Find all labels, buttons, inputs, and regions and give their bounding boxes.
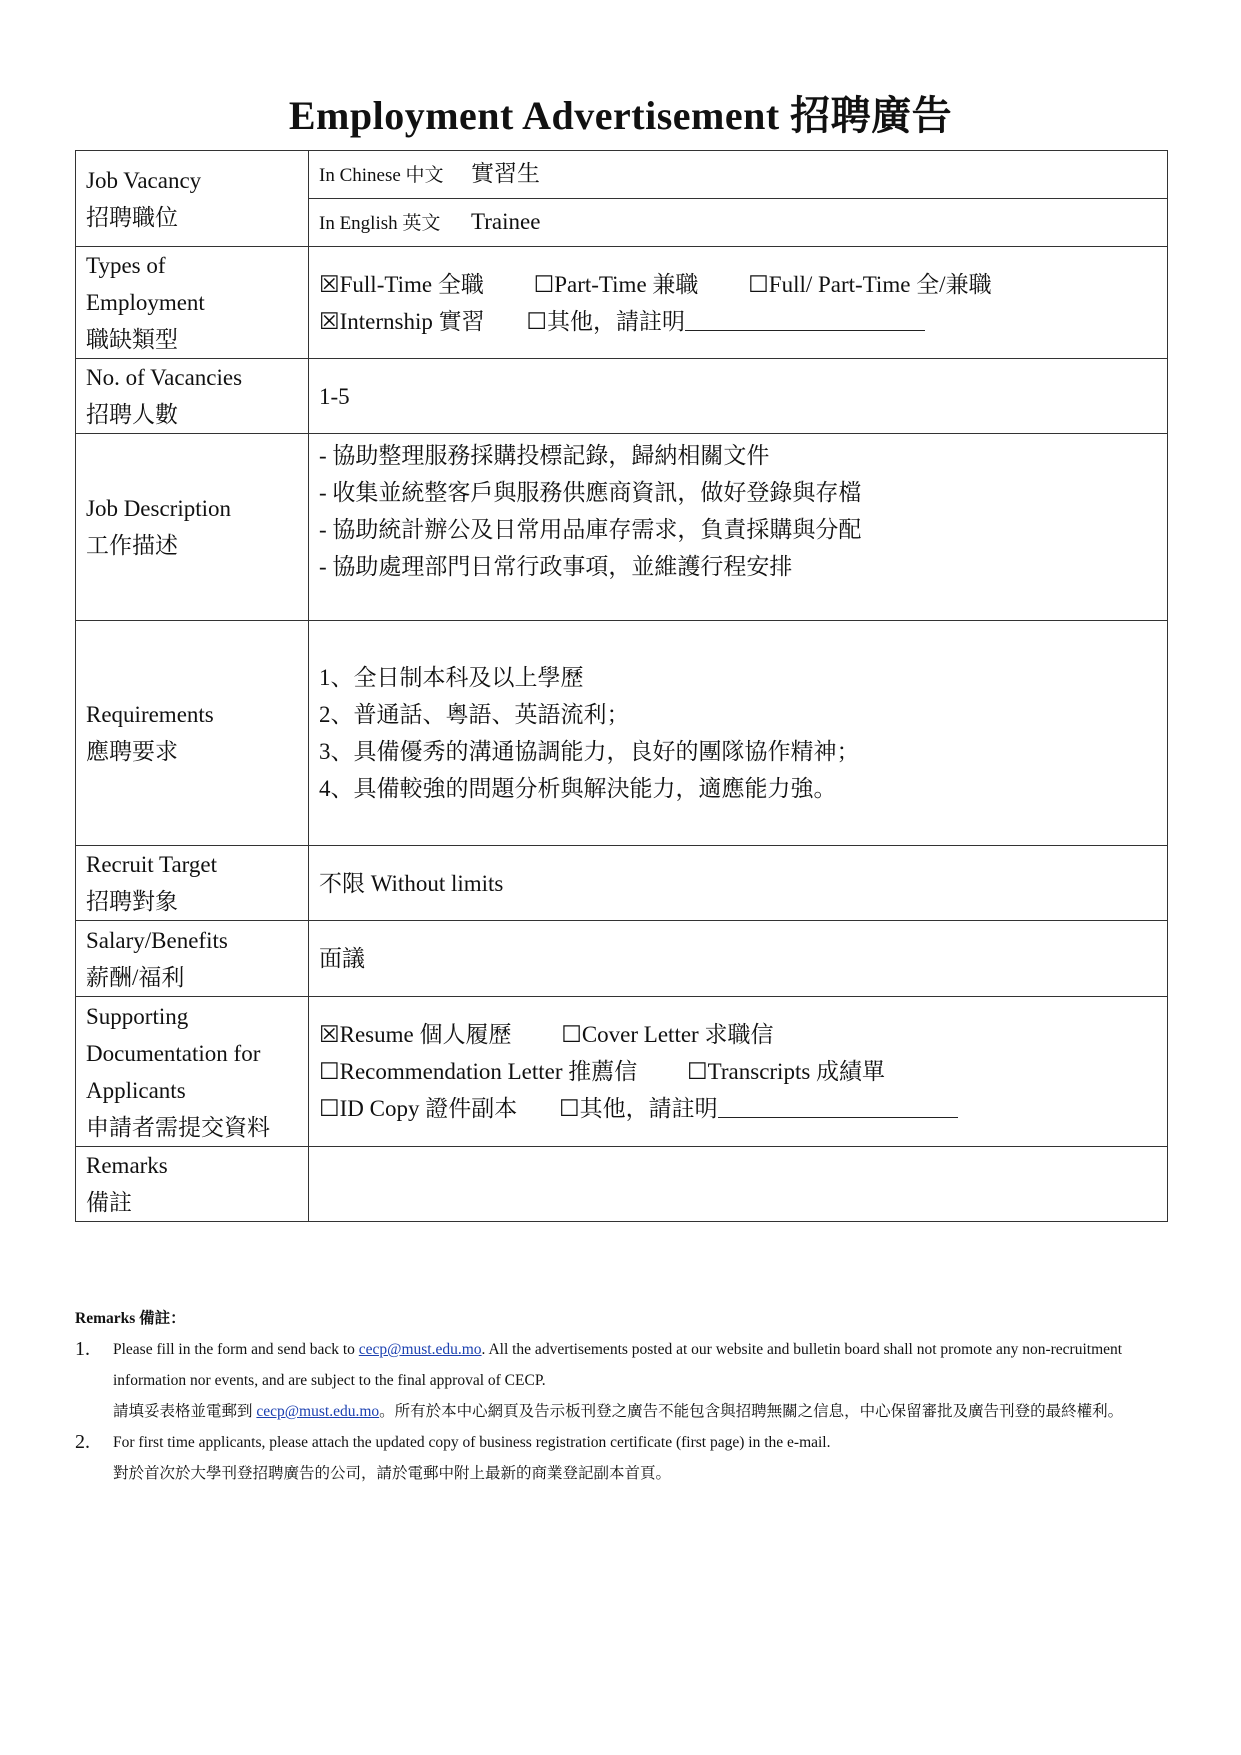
supporting-docs-label-en-1: Supporting [86,1003,189,1029]
job-description-label-en: Job Description [86,496,232,521]
other-employment-checkbox[interactable]: ☐其他，請註明 [526,308,686,334]
recruit-target-value[interactable]: 不限 Without limits [309,846,1168,921]
advertisement-form-table [75,150,1168,1222]
in-english-label: In English 英文 [319,213,441,234]
footer-remark-zh: 對於首次於大學刊登招聘廣告的公司，請於電郵中附上最新的商業登記副本首頁。 [113,1465,672,1482]
other-docs-checkbox[interactable]: ☐其他，請註明 [558,1096,718,1121]
requirements-list[interactable] [309,621,1168,846]
salary-label [76,921,309,997]
remarks-label-en: Remarks [86,1153,168,1178]
footer-remark-zh [113,1396,1175,1427]
recruit-target-label-en: Recruit Target [86,852,218,877]
id-copy-checkbox[interactable]: ☐ID Copy 證件副本 [319,1096,518,1121]
other-docs-blank[interactable] [718,1091,958,1118]
job-description-item: - 協助統計辦公及日常用品庫存需求，負責採購與分配 [319,517,862,542]
requirement-item: 1、全日制本科及以上學歷 [319,665,584,690]
employment-type-label-zh: 職缺類型 [86,327,178,352]
job-description-label [76,434,309,621]
footer-remark-en: For first time applicants, please attach the updated copy of business registration certificate (first page) in the e-mail. [113,1434,831,1451]
supporting-docs-label-zh: 申請者需提交資料 [86,1114,270,1140]
job-description-item: - 收集並統整客戶與服務供應商資訊，做好登錄與存檔 [319,480,862,505]
supporting-docs-label [76,997,309,1147]
employment-type-label-en-2: Employment [86,290,205,315]
employment-type-options [309,247,1168,359]
internship-checkbox[interactable]: ☒Internship 實習 [319,308,485,334]
chinese-title-value: 實習生 [471,161,540,186]
supporting-docs-label-en-3: Applicants [86,1077,186,1103]
remark-text: 請填妥表格並電郵到 [113,1403,257,1420]
requirement-item: 2、普通話、粵語、英語流利； [319,702,630,727]
part-time-checkbox[interactable]: ☐Part-Time 兼職 [533,271,699,297]
footer-remark-en [113,1334,1175,1396]
remarks-label [76,1147,309,1222]
footer-remark-item-2 [75,1427,1175,1489]
recruit-target-label-zh: 招聘對象 [86,889,178,914]
email-link[interactable]: cecp@must.edu.mo [256,1403,380,1420]
transcripts-checkbox[interactable]: ☐Transcripts 成績單 [687,1059,886,1084]
footer-remarks [75,1303,1175,1489]
requirement-item: 4、具備較強的問題分析與解決能力，適應能力強。 [319,776,837,801]
english-title-value: Trainee [471,209,541,234]
requirements-label [76,621,309,846]
salary-label-en: Salary/Benefits [86,927,228,953]
supporting-docs-options [309,997,1168,1147]
job-description-item: - 協助整理服務採購投標記錄，歸納相關文件 [319,443,770,468]
remark-text: . All the advertisements posted at our website and bulletin board shall not promote any non-recruitment information nor events, and are subject to the final approval of CECP. [113,1341,1123,1389]
job-description-list[interactable] [309,434,1168,621]
footer-remark-item-1 [75,1334,1175,1427]
full-part-time-checkbox[interactable]: ☐Full/ Part-Time 全/兼職 [748,271,992,297]
vacancies-label-en: No. of Vacancies [86,365,243,390]
in-chinese-label: In Chinese 中文 [319,165,444,186]
footer-remark-number: 1. [75,1338,90,1360]
resume-checkbox[interactable]: ☒Resume 個人履歷 [319,1022,512,1047]
remarks-label-zh: 備註 [86,1190,132,1215]
job-vacancy-label [76,151,309,247]
supporting-docs-label-en-2: Documentation for [86,1040,261,1066]
job-vacancy-english-cell[interactable] [309,199,1168,247]
vacancies-label-zh: 招聘人數 [86,402,178,427]
job-description-item: - 協助處理部門日常行政事項，並維護行程安排 [319,554,793,579]
remark-text: 。所有於本中心網頁及告示板刊登之廣告不能包含與招聘無關之信息，中心保留審批及廣告刊登的最終權利。 [379,1403,1124,1420]
employment-type-label [76,247,309,359]
requirements-label-en: Requirements [86,702,214,727]
job-description-label-zh: 工作描述 [86,533,178,558]
vacancies-label [76,359,309,434]
cover-letter-checkbox[interactable]: ☐Cover Letter 求職信 [561,1022,774,1047]
vacancies-value[interactable]: 1-5 [309,359,1168,434]
other-employment-blank[interactable] [685,304,925,331]
employment-type-label-en-1: Types of [86,253,166,278]
requirement-item: 3、具備優秀的溝通協調能力，良好的團隊協作精神； [319,739,860,764]
remark-text: Please fill in the form and send back to [113,1341,359,1358]
footer-remark-number: 2. [75,1431,90,1453]
remarks-value[interactable] [309,1147,1168,1222]
job-vacancy-label-zh: 招聘職位 [86,204,178,230]
recruit-target-label [76,846,309,921]
recommendation-letter-checkbox[interactable]: ☐Recommendation Letter 推薦信 [319,1059,638,1084]
salary-label-zh: 薪酬/福利 [86,964,185,990]
page-title: Employment Advertisement 招聘廣告 [288,93,953,138]
salary-value[interactable]: 面議 [309,921,1168,997]
job-vacancy-chinese-cell[interactable] [309,151,1168,199]
footer-remarks-heading: Remarks 備註： [75,1310,186,1327]
email-link[interactable]: cecp@must.edu.mo [358,1341,482,1358]
requirements-label-zh: 應聘要求 [86,739,178,764]
full-time-checkbox[interactable]: ☒Full-Time 全職 [319,271,484,297]
job-vacancy-label-en: Job Vacancy [86,167,202,193]
